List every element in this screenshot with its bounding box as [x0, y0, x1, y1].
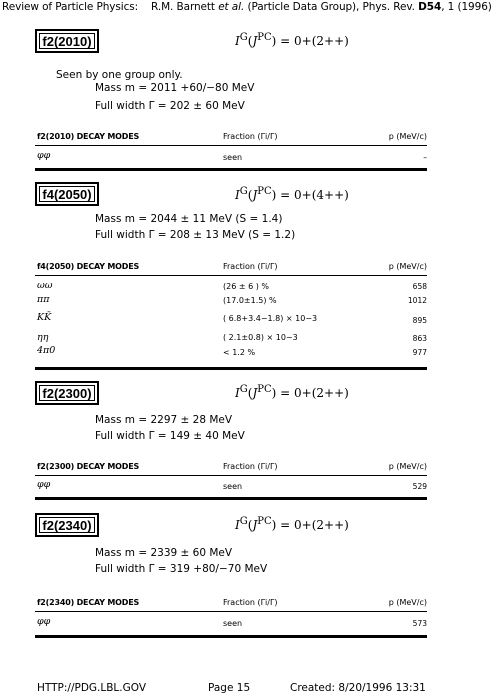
particle-note: Seen by one group only.: [56, 69, 183, 81]
col-momentum-header: p (MeV/c): [388, 462, 427, 471]
decay-mode: φφ: [37, 150, 51, 161]
decay-momentum: 895: [412, 316, 427, 325]
table-divider: [35, 611, 427, 612]
particle-name: f2(2300): [42, 385, 92, 401]
decay-momentum: –: [423, 153, 427, 162]
particle-title-box: [35, 381, 99, 405]
quantum-numbers-value: 0+(2++): [294, 386, 349, 400]
col-fraction-header: Fraction (Γi/Γ): [223, 262, 278, 271]
width-line: Full width Γ = 319 +80/−70 MeV: [95, 563, 268, 575]
section-divider: [35, 168, 427, 171]
title-box-inner-border: [39, 33, 95, 49]
title-box-inner-border: [39, 517, 95, 533]
mass-line: Mass m = 2011 +60/−80 MeV: [95, 82, 255, 94]
header-authors: R.M. Barnett: [151, 1, 215, 13]
decay-fraction: seen: [223, 482, 243, 491]
decay-mode: ωω: [37, 280, 53, 291]
decay-momentum: 529: [412, 482, 427, 491]
mass-line: Mass m = 2297 ± 28 MeV: [95, 414, 233, 426]
decay-momentum: 977: [412, 348, 427, 357]
particle-title-box: [35, 513, 99, 537]
decay-fraction: (26 ± 6 ) %: [223, 282, 269, 291]
decay-table-title: f2(2340) DECAY MODES: [37, 598, 140, 607]
particle-name: f2(2010): [42, 33, 92, 49]
title-box-inner-border: [39, 186, 95, 202]
footer-page: Page 15: [208, 682, 251, 694]
footer-created: Created: 8/20/1996 13:31: [290, 682, 426, 694]
header-pages: , 1 (1996): [441, 1, 492, 13]
decay-momentum: 573: [412, 619, 427, 628]
quantum-numbers: $I^G(J^{PC}) = 0+(4++)$: [235, 186, 349, 202]
decay-fraction: (17.0±1.5) %: [223, 296, 277, 305]
quantum-numbers: $I^G(J^{PC}) = 0+(2++)$: [235, 516, 349, 532]
decay-mode: φφ: [37, 479, 51, 490]
col-fraction-header: Fraction (Γi/Γ): [223, 462, 278, 471]
decay-table-title: f4(2050) DECAY MODES: [37, 262, 140, 271]
width-line: Full width Γ = 149 ± 40 MeV: [95, 430, 245, 442]
table-divider: [35, 145, 427, 146]
quantum-numbers-value: 0+(2++): [294, 518, 349, 532]
decay-mode: ηη: [37, 332, 49, 343]
decay-momentum: 658: [412, 282, 427, 291]
section-divider: [35, 497, 427, 500]
col-fraction-header: Fraction (Γi/Γ): [223, 598, 278, 607]
col-fraction-header: Fraction (Γi/Γ): [223, 132, 278, 141]
particle-name: f4(2050): [42, 186, 92, 202]
particle-title-box: [35, 182, 99, 206]
footer-url[interactable]: HTTP://PDG.LBL.GOV: [37, 682, 147, 694]
particle-title-box: [35, 29, 99, 53]
page-header: [2, 1, 492, 13]
decay-mode: ππ: [37, 294, 50, 305]
quantum-numbers: $I^G(J^{PC}) = 0+(2++)$: [235, 384, 349, 400]
mass-line: Mass m = 2339 ± 60 MeV: [95, 547, 233, 559]
decay-mode: 4π0: [37, 345, 56, 356]
mass-line: Mass m = 2044 ± 11 MeV (S = 1.4): [95, 213, 283, 225]
col-momentum-header: p (MeV/c): [388, 132, 427, 141]
width-line: Full width Γ = 208 ± 13 MeV (S = 1.2): [95, 229, 296, 241]
table-divider: [35, 275, 427, 276]
quantum-numbers-value: 0+(4++): [294, 188, 349, 202]
width-line: Full width Γ = 202 ± 60 MeV: [95, 100, 245, 112]
quantum-numbers: $I^G(J^{PC}) = 0+(2++)$: [235, 32, 349, 48]
header-volume: D54: [418, 1, 442, 13]
col-momentum-header: p (MeV/c): [388, 598, 427, 607]
decay-fraction: seen: [223, 619, 243, 628]
header-publication: (Particle Data Group), Phys. Rev.: [247, 1, 415, 13]
decay-mode: φφ: [37, 616, 51, 627]
decay-fraction: ( 2.1±0.8) × 10−3: [223, 333, 298, 342]
title-box-inner-border: [39, 385, 95, 401]
decay-fraction: < 1.2 %: [223, 348, 256, 357]
header-etal: et al.: [218, 1, 245, 13]
decay-fraction: seen: [223, 153, 243, 162]
section-divider: [35, 635, 427, 638]
decay-mode: KK̄: [37, 312, 52, 323]
col-momentum-header: p (MeV/c): [388, 262, 427, 271]
decay-momentum: 1012: [407, 296, 427, 305]
decay-table-title: f2(2300) DECAY MODES: [37, 462, 140, 471]
table-divider: [35, 475, 427, 476]
quantum-numbers-value: 0+(2++): [294, 34, 349, 48]
header-journal-label: Review of Particle Physics:: [2, 1, 139, 13]
decay-fraction: ( 6.8+3.4−1.8) × 10−3: [223, 314, 318, 323]
particle-name: f2(2340): [42, 517, 92, 533]
decay-momentum: 863: [412, 334, 427, 343]
decay-table-title: f2(2010) DECAY MODES: [37, 132, 140, 141]
section-divider: [35, 367, 427, 370]
